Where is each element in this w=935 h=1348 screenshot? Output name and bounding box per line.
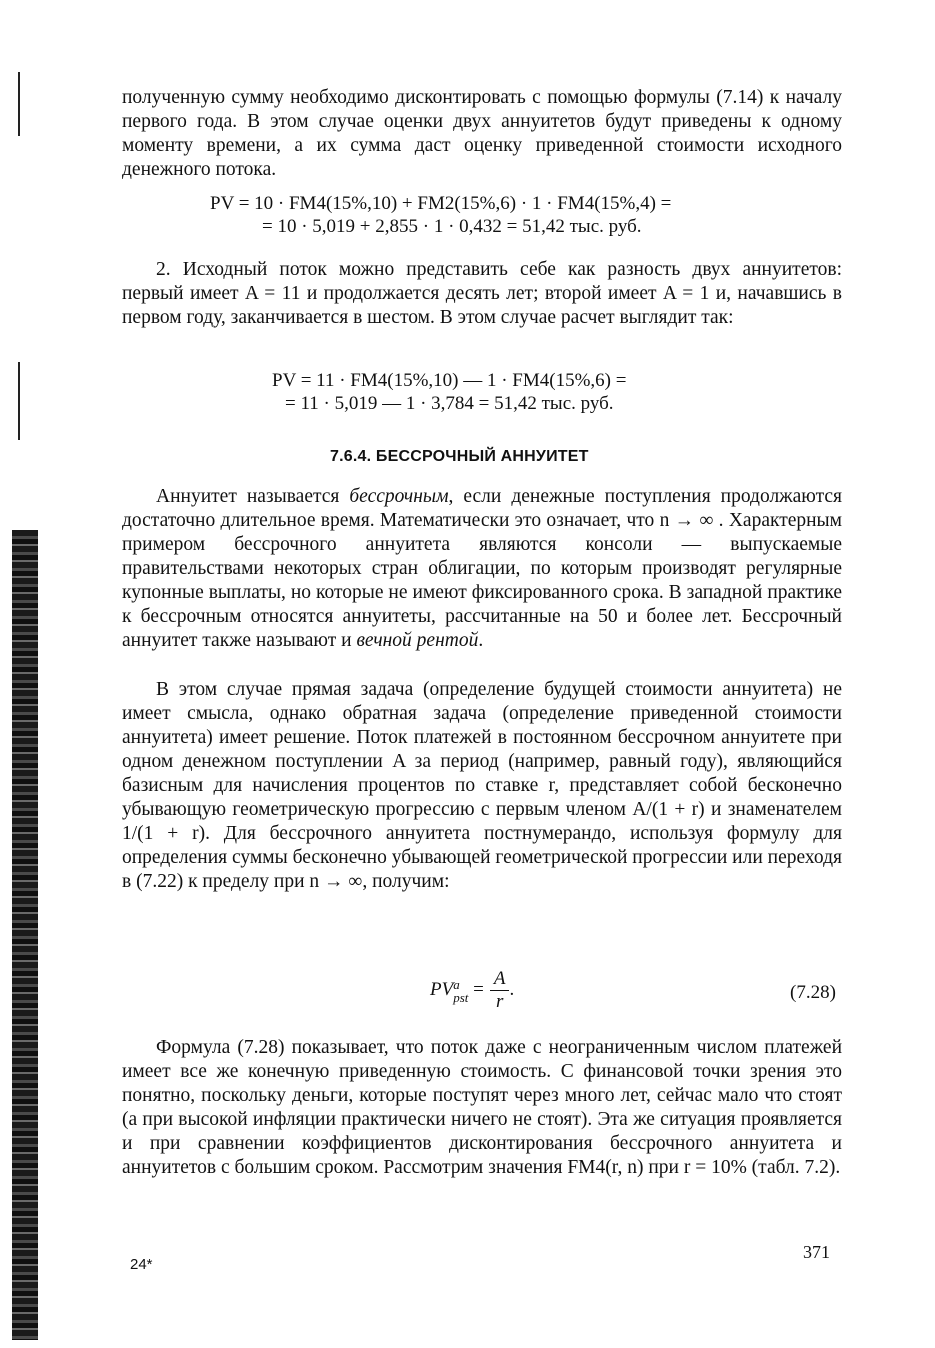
paragraph-text bbox=[122, 485, 842, 653]
paragraph-2 bbox=[122, 258, 842, 330]
text-run: Аннуитет называется bbox=[156, 486, 350, 507]
equation-fraction bbox=[490, 968, 510, 1013]
paragraph-text: В этом случае прямая задача (определение будущей стоимости аннуитета) не имеет смысла, однако обратная задача (определение приведенной стоимости аннуитета) имеет решение. Поток платежей в постоянном бессрочном аннуитете при одном денежном поступлении A за период (например, равный году), являющийся базисным для начисления процентов по ставке r, представляет собой бесконечно убывающую геометрическую прогрессию с первым членом A/(1 + r) и знаменателем 1/(1 + r). Для бессрочного аннуитета постнумерандо, используя формулу для определения суммы бесконечно убывающей геометрической прогрессии или переходя в (7.22) к пределу при n → ∞, получим: bbox=[122, 679, 842, 892]
printer-signature: 24* bbox=[130, 1256, 153, 1273]
scan-mark bbox=[18, 72, 20, 136]
paragraph-1 bbox=[122, 86, 842, 182]
formula-1-line-2: = 10 · 5,019 + 2,855 · 1 · 0,432 = 51,42 тыс. руб. bbox=[262, 216, 642, 237]
paragraph-text: 2. Исходный поток можно представить себе как разность двух аннуитетов: первый имеет A = 11 и продолжается десять лет; второй имеет A = 1 и, начавшись в первом году, заканчивается в шестом. В этом случае расчет выглядит так: bbox=[122, 259, 842, 328]
paragraph-text: полученную сумму необходимо дисконтировать с помощью формулы (7.14) к началу первого года. В этом случае оценки двух аннуитетов будут приведены к одному моменту времени, а их сумма даст оценку приведенной стоимости исходного денежного потока. bbox=[122, 87, 842, 180]
paragraph-4 bbox=[122, 678, 842, 894]
page-number: 371 bbox=[803, 1242, 830, 1262]
scan-edge-shadow bbox=[12, 530, 38, 1340]
equation-equals: = bbox=[468, 978, 484, 1000]
formula-1-line-1: PV = 10 · FM4(15%,10) + FM2(15%,6) · 1 · FM4(15%,4) = bbox=[210, 193, 672, 214]
equation-lhs: PV bbox=[430, 978, 454, 1000]
fraction-numerator: A bbox=[490, 968, 510, 991]
formula-2-line-1: PV = 11 · FM4(15%,10) — 1 · FM4(15%,6) = bbox=[272, 370, 627, 391]
section-heading: 7.6.4. БЕССРОЧНЫЙ АННУИТЕТ bbox=[330, 448, 589, 465]
equation-subscript: pst bbox=[453, 989, 469, 1005]
fraction-denominator: r bbox=[495, 991, 504, 1012]
paragraph-text: Формула (7.28) показывает, что поток даже с неограниченным числом платежей имеет все же конечную приведенную стоимость. С финансовой точки зрения это понятно, поскольку деньги, которые поступят через много лет, сейчас мало что стоят (а при высокой инфляции практически ничего не стоят). Эта же ситуация проявляется и при сравнении коэффициентов дисконтирования бессрочного аннуитета и аннуитетов с большим сроком. Рассмотрим значения FM4(r, n) при r = 10% (табл. 7.2). bbox=[122, 1037, 842, 1178]
equation-7-28 bbox=[430, 968, 514, 1013]
scan-mark bbox=[18, 362, 20, 440]
text-run: , если денежные поступления продолжаются достаточно длительное время. Математически это означает, что n → ∞ . Характерным примером бессрочного аннуитета являются консоли — выпускаемые правительствами некоторых стран облигации, по которым производят регулярные купонные выплаты, но которые не имеют фиксированного срока. В западной практике к бессрочным относятся аннуитеты, рассчитанные на 50 и более лет. Бессрочный аннуитет также называют и bbox=[122, 486, 842, 651]
paragraph-3 bbox=[122, 485, 842, 653]
equation-superscript: a bbox=[453, 976, 460, 992]
text-run: . bbox=[478, 630, 484, 651]
equation-period: . bbox=[509, 978, 515, 1000]
equation-number: (7.28) bbox=[790, 982, 836, 1003]
paragraph-5 bbox=[122, 1036, 842, 1180]
formula-2-line-2: = 11 · 5,019 — 1 · 3,784 = 51,42 тыс. руб. bbox=[285, 393, 614, 414]
term-eternal-rent: вечной рентой bbox=[356, 630, 479, 651]
term-perpetual: бессрочным bbox=[349, 486, 449, 507]
